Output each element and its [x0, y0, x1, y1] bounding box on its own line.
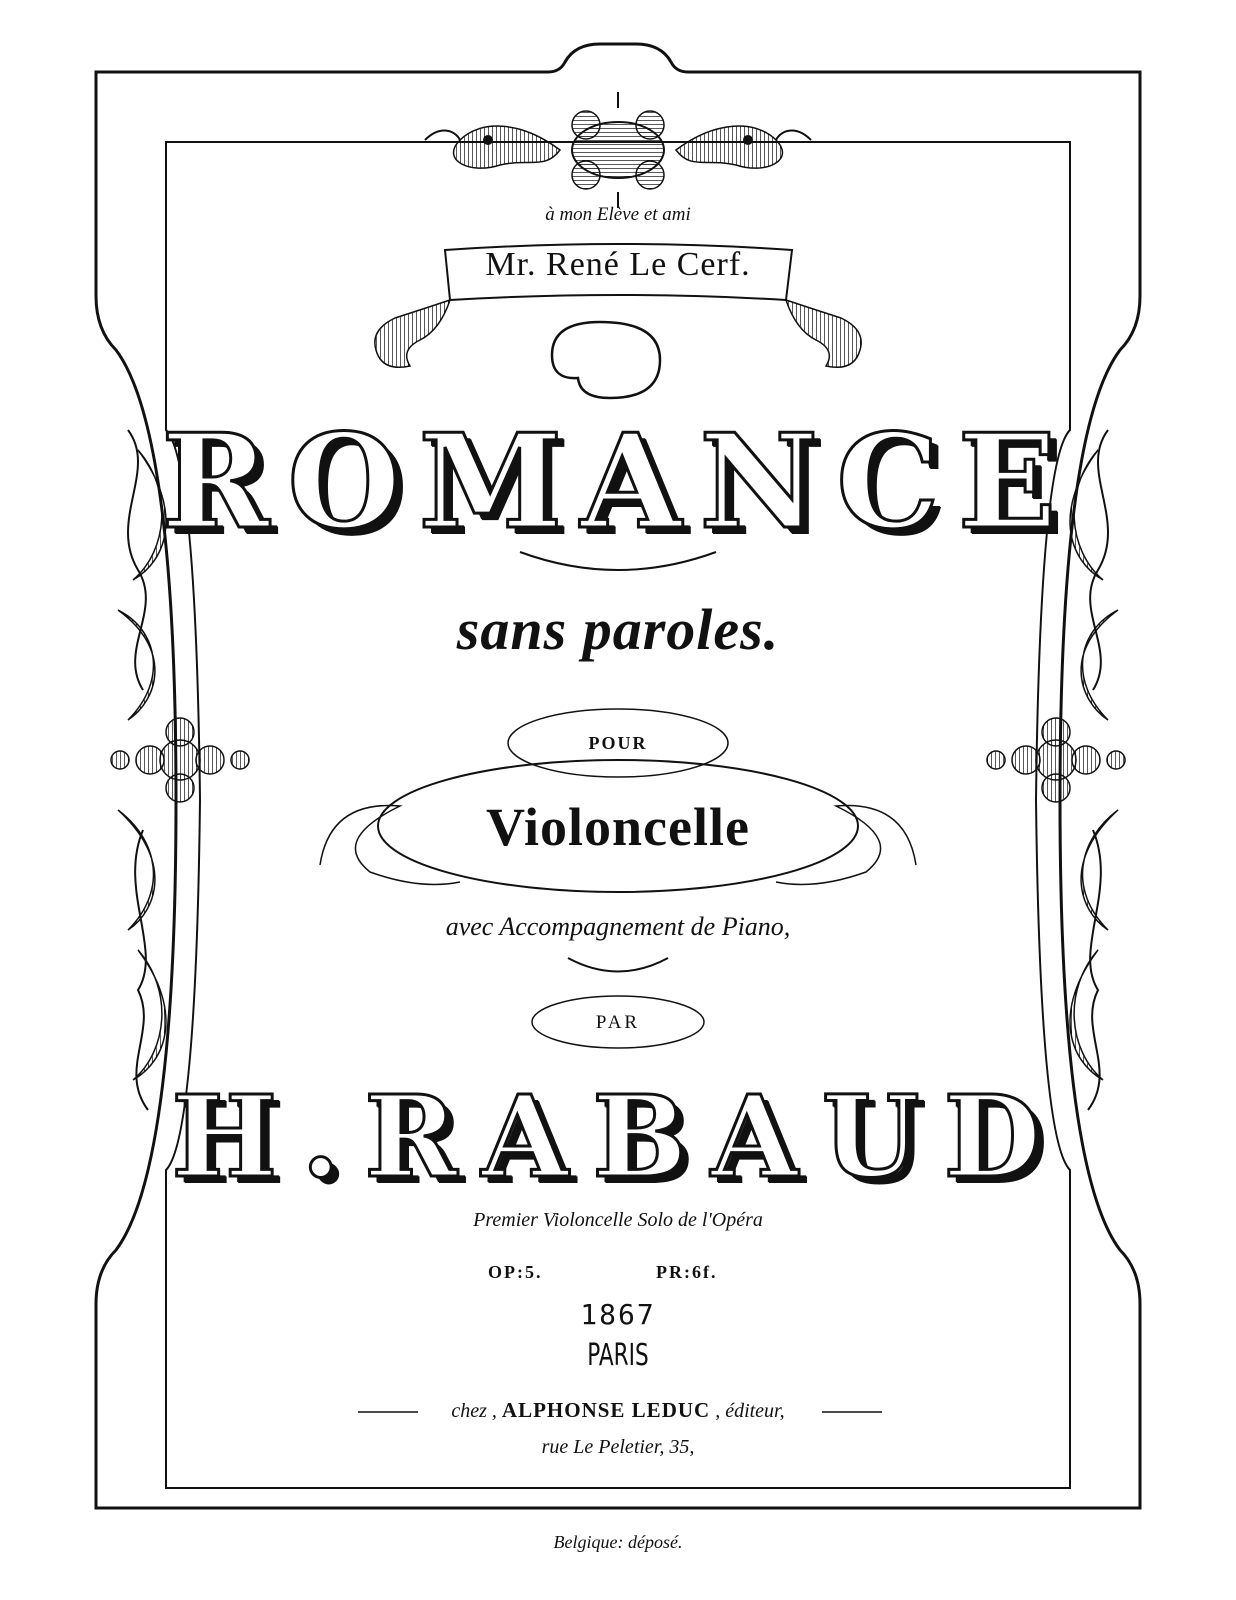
top-flourish	[425, 92, 811, 208]
accompaniment-text: avec Accompagnement de Piano,	[445, 912, 791, 941]
composer-name: H.RABAUD	[171, 1072, 1065, 1203]
par-label: PAR	[595, 1012, 641, 1033]
composer-role: Premier Violoncelle Solo de l'Opéra	[473, 1209, 763, 1231]
price: PR:6f.	[656, 1262, 718, 1282]
publisher-prefix: chez	[451, 1400, 487, 1422]
subtitle: sans paroles.	[456, 597, 780, 662]
pour-label: POUR	[588, 733, 648, 753]
instrument-name: Violoncelle	[486, 797, 750, 857]
year: 1867	[580, 1298, 656, 1331]
city: PARIS	[587, 1338, 649, 1373]
deposit-notice: Belgique: déposé.	[553, 1532, 683, 1552]
publisher-name: ALPHONSE LEDUC	[501, 1398, 711, 1422]
dedication-text: à mon Elève et ami	[545, 204, 691, 225]
opus-number: OP:5.	[488, 1262, 543, 1282]
title: ROMANCE	[161, 405, 1075, 558]
publisher-address: rue Le Peletier, 35,	[541, 1436, 695, 1458]
dedicatee-name: Mr. René Le Cerf.	[485, 246, 751, 283]
publisher-suffix: éditeur,	[725, 1400, 785, 1422]
publisher-line: chez , ALPHONSE LEDUC , éditeur,	[451, 1398, 785, 1422]
